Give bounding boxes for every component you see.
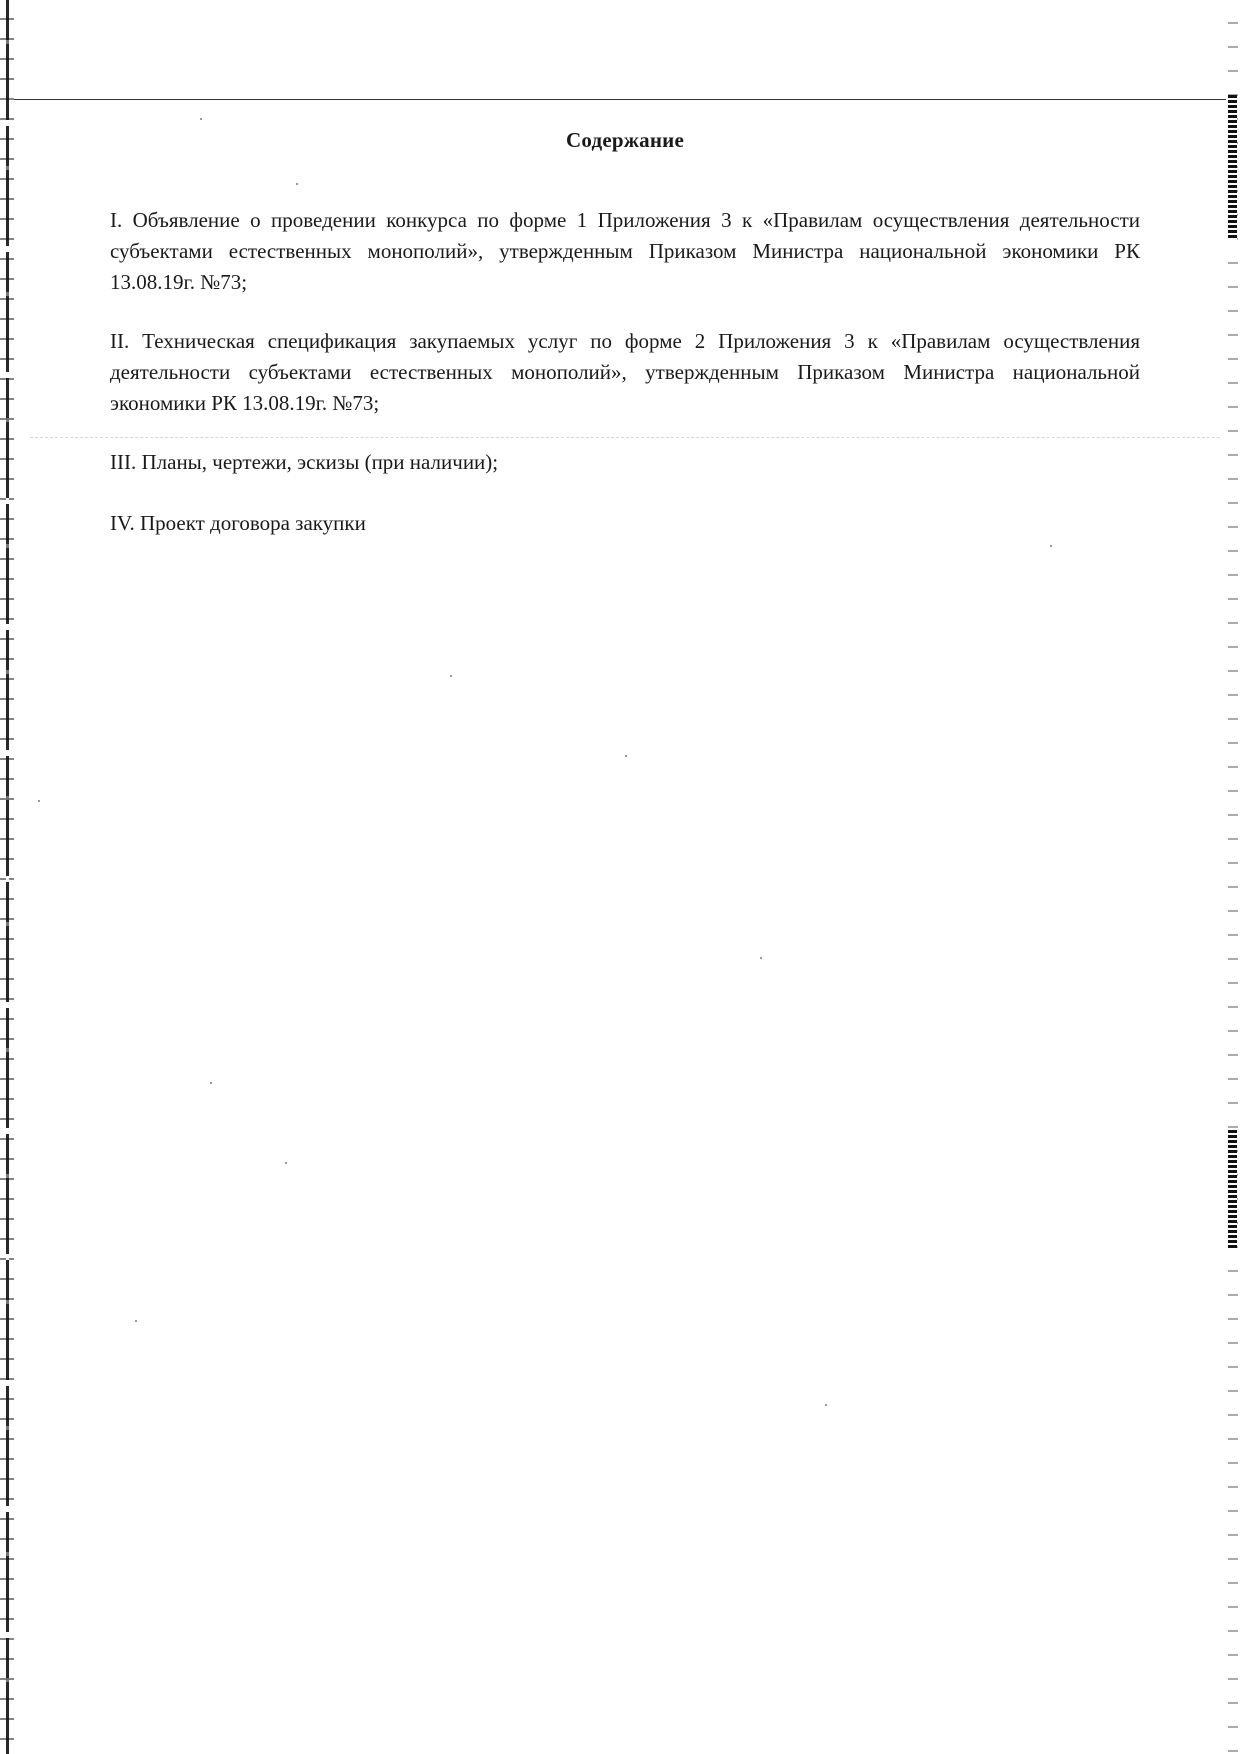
toc-item-1: I. Объявление о проведении конкурса по форме 1 Приложения 3 к «Правилам осуществления деятельности субъектами естественных монополий», утвержденным Приказом Министра национальной экономики РК 13.08.19г. №73;: [110, 208, 1140, 294]
scan-speck: [210, 1082, 212, 1084]
scan-speck: [285, 1162, 287, 1164]
document-title: Содержание: [566, 128, 684, 152]
scan-edge-left: [6, 0, 9, 1754]
toc-item-2: II. Техническая спецификация закупаемых услуг по форме 2 Приложения 3 к «Правилам осуществления деятельности субъектами естественных монополий», утвержденным Приказом Министра национальной экономики РК 13.08.19г. №73;: [110, 329, 1140, 415]
scan-speck: [200, 118, 202, 120]
scan-speck: [825, 1404, 827, 1406]
scan-speck: [450, 675, 452, 677]
scan-edge-right-block: [1228, 95, 1237, 240]
scan-edge-right: [1228, 0, 1238, 1754]
header-rule: [14, 99, 1226, 100]
scan-speck: [135, 1320, 137, 1322]
scan-speck: [38, 800, 40, 802]
scan-speck: [760, 957, 762, 959]
toc-item-4: IV. Проект договора закупки: [110, 511, 366, 535]
scan-edge-right-block: [1228, 1130, 1237, 1250]
document-content: [110, 128, 1140, 569]
scan-speck: [625, 755, 627, 757]
toc-item-3: III. Планы, чертежи, эскизы (при наличии);: [110, 450, 499, 474]
